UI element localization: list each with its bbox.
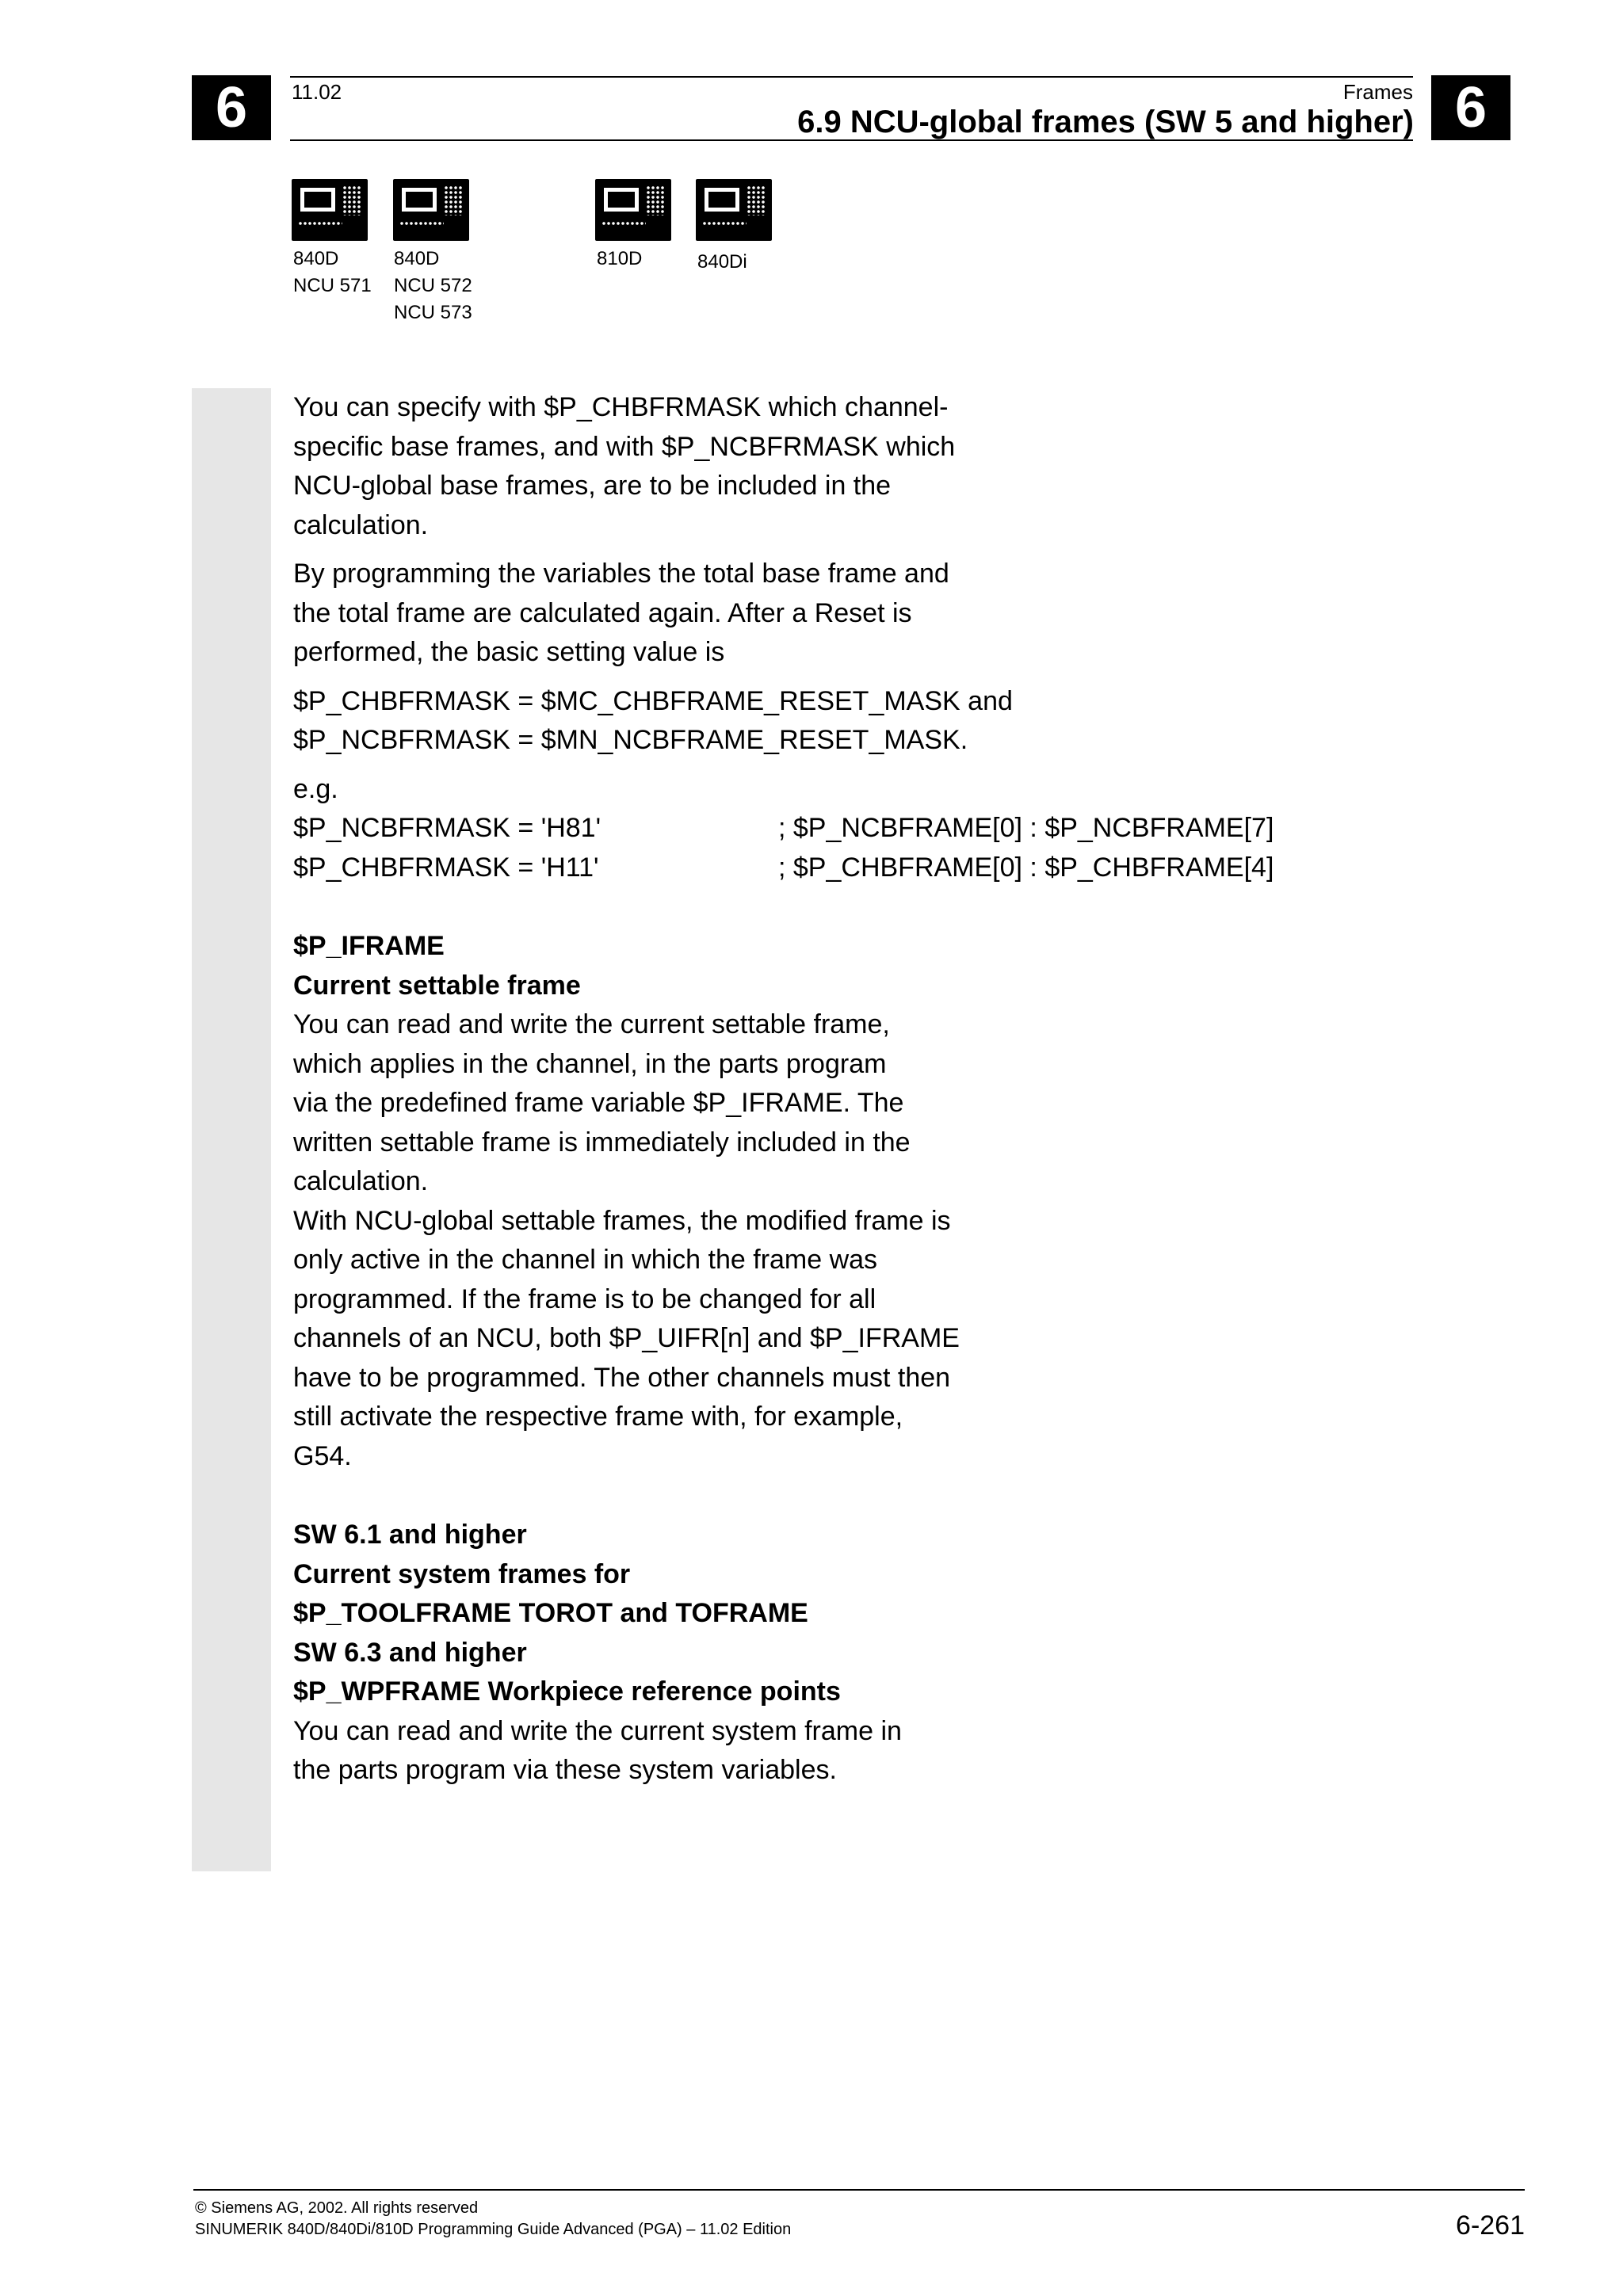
code-line: $P_CHBFRMASK = 'H11' ; $P_CHBFRAME[0] : $P_CHBFRAME[4] [293,852,1274,883]
section-heading: Current system frames for [293,1558,631,1589]
footer-rule [193,2189,1525,2191]
header-chapter-title: Frames [1342,80,1413,104]
system-frames-section: SW 6.1 and higher Current system frames for $P_TOOLFRAME TOROT and TOFRAME SW 6.3 and higher $P_WPFRAME Workpiece reference points You can read and write the current system frame in the parts program via these system variables. [293,1516,1434,1791]
margin-bar [192,388,271,1871]
control-panel-icon [393,179,469,241]
paragraph: By programming the variables the total base frame and the total frame are calculated again. After a Reset is performed, the basic setting value is [293,559,949,667]
section-heading: SW 6.3 and higher [293,1637,527,1668]
iframe-subheading: Current settable frame [293,970,581,1001]
header-rule-top [290,76,1413,78]
control-panel-icon [696,179,772,241]
control-label: 840Di [697,251,747,273]
code-line: $P_NCBFRMASK = 'H81' ; $P_NCBFRAME[0] : $P_NCBFRAME[7] [293,813,1274,843]
footer-title: SINUMERIK 840D/840Di/810D Programming Guide Advanced (PGA) – 11.02 Edition [195,2221,792,2238]
example-block [293,770,1434,888]
section-heading: $P_TOOLFRAME TOROT and TOFRAME [293,1598,808,1628]
paragraph: You can specify with $P_CHBFRMASK which channel- specific base frames, and with $P_NCBFRMASK which NCU-global base frames, are to be included in the calculation. [293,392,956,540]
page-number: 6-261 [1456,2210,1525,2241]
footer-copyright: © Siemens AG, 2002. All rights reserved [195,2199,479,2217]
control-label: 810D [597,248,643,269]
body-text [293,388,1434,1791]
iframe-heading: $P_IFRAME [293,931,445,961]
chapter-tab-left: 6 [192,75,271,140]
chapter-tab-right: 6 [1431,75,1510,140]
example-label: e.g. [293,773,338,804]
iframe-section: $P_IFRAME Current settable frame You can read and write the current settable frame, which applies in the channel, in the parts program via the predefined frame variable $P_IFRAME. The written settable frame is immediately included in the calculation. With NCU-global settable frames, the modified frame is only active in the channel in which the frame was programmed. If the frame is to be changed for all channels of an NCU, both $P_UIFR[n] and $P_IFRAME have to be programmed. The other channels must then still activate the respective frame with, for example, G54. [293,927,1434,1476]
header-date: 11.02 [292,80,342,104]
control-panel-icon [292,179,368,241]
control-label: 840D NCU 572 NCU 573 [394,248,472,323]
control-label: 840D NCU 571 [293,248,372,296]
paragraph: $P_CHBFRMASK = $MC_CHBFRAME_RESET_MASK and $P_NCBFRMASK = $MN_NCBFRAME_RESET_MASK. [293,685,1013,755]
section-heading: SW 6.1 and higher [293,1520,527,1550]
header-rule-bottom [290,139,1413,141]
section-heading: $P_WPFRAME Workpiece reference points [293,1676,841,1707]
control-panel-icon [595,179,671,241]
section-title: 6.9 NCU-global frames (SW 5 and higher) [797,105,1414,139]
